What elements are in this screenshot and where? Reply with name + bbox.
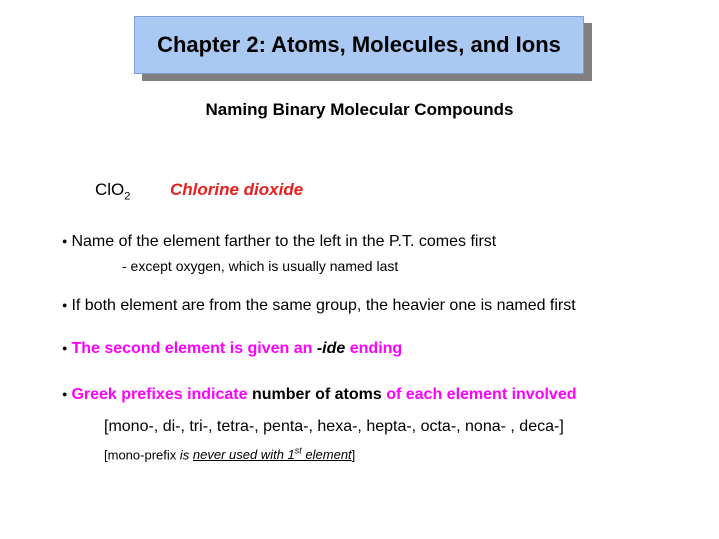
bullet-dot-icon: ●: [62, 300, 68, 310]
bullet-1: [62, 233, 496, 251]
bullet-1-subnote: - except oxygen, which is usually named last: [122, 258, 399, 274]
bullet-4-text-mid: number of atoms: [251, 386, 382, 403]
bullet-2-text: If both element are from the same group, the heavier one is named first: [71, 297, 576, 314]
formula-base: ClO: [95, 180, 125, 199]
bullet-4-text-post: of each element involved: [381, 386, 577, 403]
slide-subtitle: Naming Binary Molecular Compounds: [205, 100, 514, 119]
bullet-2: [62, 297, 576, 315]
mono-note-underlined: [193, 447, 352, 462]
mono-note-open: [mono-prefix: [104, 447, 180, 463]
greek-prefix-list: [mono-, di-, tri-, tetra-, penta-, hexa-, hepta-, octa-, nona- , deca-]: [104, 418, 564, 435]
bullet-4-text-pre: Greek prefixes indicate: [71, 386, 252, 403]
bullet-dot-icon: ●: [62, 343, 68, 353]
title-box: [134, 16, 584, 74]
bullet-dot-icon: ●: [62, 389, 68, 399]
bullet-dot-icon: ●: [62, 236, 68, 246]
bullet-3-ide: -ide: [316, 340, 346, 357]
mono-note-close: ]: [351, 447, 356, 463]
mono-note-underlined-text: never used with 1: [192, 447, 295, 463]
mono-note-is: is: [179, 447, 193, 463]
slide-title: Chapter 2: Atoms, Molecules, and Ions: [157, 32, 561, 57]
bullet-3-text-post: ending: [345, 340, 403, 357]
mono-prefix-note: [104, 446, 355, 462]
mono-note-sup: st: [294, 446, 302, 456]
bullet-4: [62, 386, 577, 404]
bullet-3: [62, 340, 402, 358]
formula-subscript: 2: [124, 190, 131, 203]
bullet-3-text-pre: The second element is given an: [71, 340, 317, 357]
bullet-1-text: Name of the element farther to the left in the P.T. comes first: [71, 233, 497, 250]
chemical-formula: [95, 180, 130, 202]
compound-name: Chlorine dioxide: [170, 180, 304, 199]
mono-note-element: element: [301, 447, 352, 463]
